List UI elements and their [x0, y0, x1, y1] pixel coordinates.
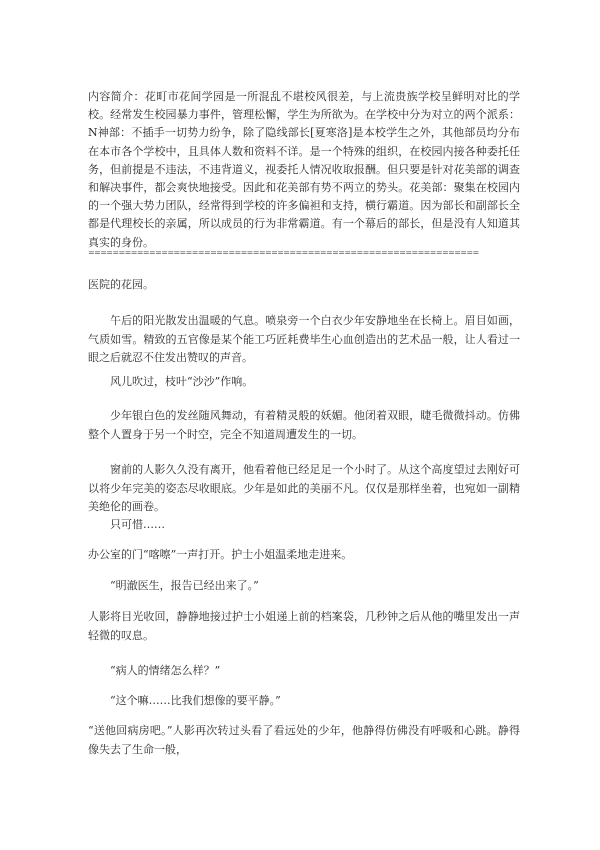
- paragraph: 窗前的人影久久没有离开，他看着他已经足足一个小时了。从这个高度望过去刚好可以将少年完美的姿态尽收眼底。少年是如此的美丽不凡。仅仅是那样坐着，也宛如一副精美绝伦的画卷。: [88, 463, 520, 514]
- paragraph: 人影将目光收回，静静地接过护士小姐递上前的档案袋，几秒钟之后从他的嘴里发出一声轻微的叹息。: [88, 610, 520, 642]
- paragraph: “病人的情绪怎么样？”: [110, 664, 221, 677]
- paragraph: 少年银白色的发丝随风舞动，有着精灵般的妖媚。他闭着双眼，睫毛微微抖动。仿佛整个人置身于另一个时空，完全不知道周遭发生的一切。: [88, 409, 520, 441]
- paragraph: 只可惜……: [110, 518, 165, 531]
- intro-summary: 内容简介：花町市花间学园是一所混乱不堪校风很差，与上流贵族学校呈鲜明对比的学校。经常发生校园暴力事件，管理松懈，学生为所欲为。在学校中分为对立的两个派系：N神部：不插手一切势力纷争，除了隐线部长[夏寒洛]是本校学生之外，其他部员均分布在本市各个学校中，且具体人数和资料不详。是一个特殊的组织，在校园内接各种委托任务，但前提是不违法，不违背道义，视委托人情况收取报酬。但只要是针对花美部的调查和解决事件，都会爽快地接受。因此和花美部有势不两立的势头。花美部：聚集在校园内的一个强大势力团队，经常得到学校的许多偏袒和支持，横行霸道。因为部长和副部长全都是代理校长的亲属，所以成员的行为非常霸道。有一个幕后的部长，但是没有人知道其真实的身份。: [88, 90, 520, 249]
- paragraph: 风儿吹过，枝叶“沙沙”作响。: [110, 375, 254, 388]
- scene-heading: 医院的花园。: [88, 278, 154, 291]
- paragraph: 办公室的门“喀嚓”一声打开。护士小姐温柔地走进来。: [88, 548, 353, 561]
- section-separator: ================================================================: [88, 248, 479, 257]
- paragraph: “这个嘛……比我们想像的要平静。”: [110, 694, 281, 707]
- paragraph: “明澈医生，报告已经出来了。”: [110, 579, 259, 592]
- paragraph: “送他回病房吧。”人影再次转过头看了看远处的少年，他静得仿佛没有呼吸和心跳。静得像失去了生命一般，: [88, 724, 520, 756]
- paragraph: 午后的阳光散发出温暖的气息。喷泉旁一个白衣少年安静地坐在长椅上。眉目如画，气质如雪。精致的五官像是某个能工巧匠耗费毕生心血创造出的艺术品一般，让人看过一眼之后就忍不住发出赞叹的声音。: [88, 314, 520, 365]
